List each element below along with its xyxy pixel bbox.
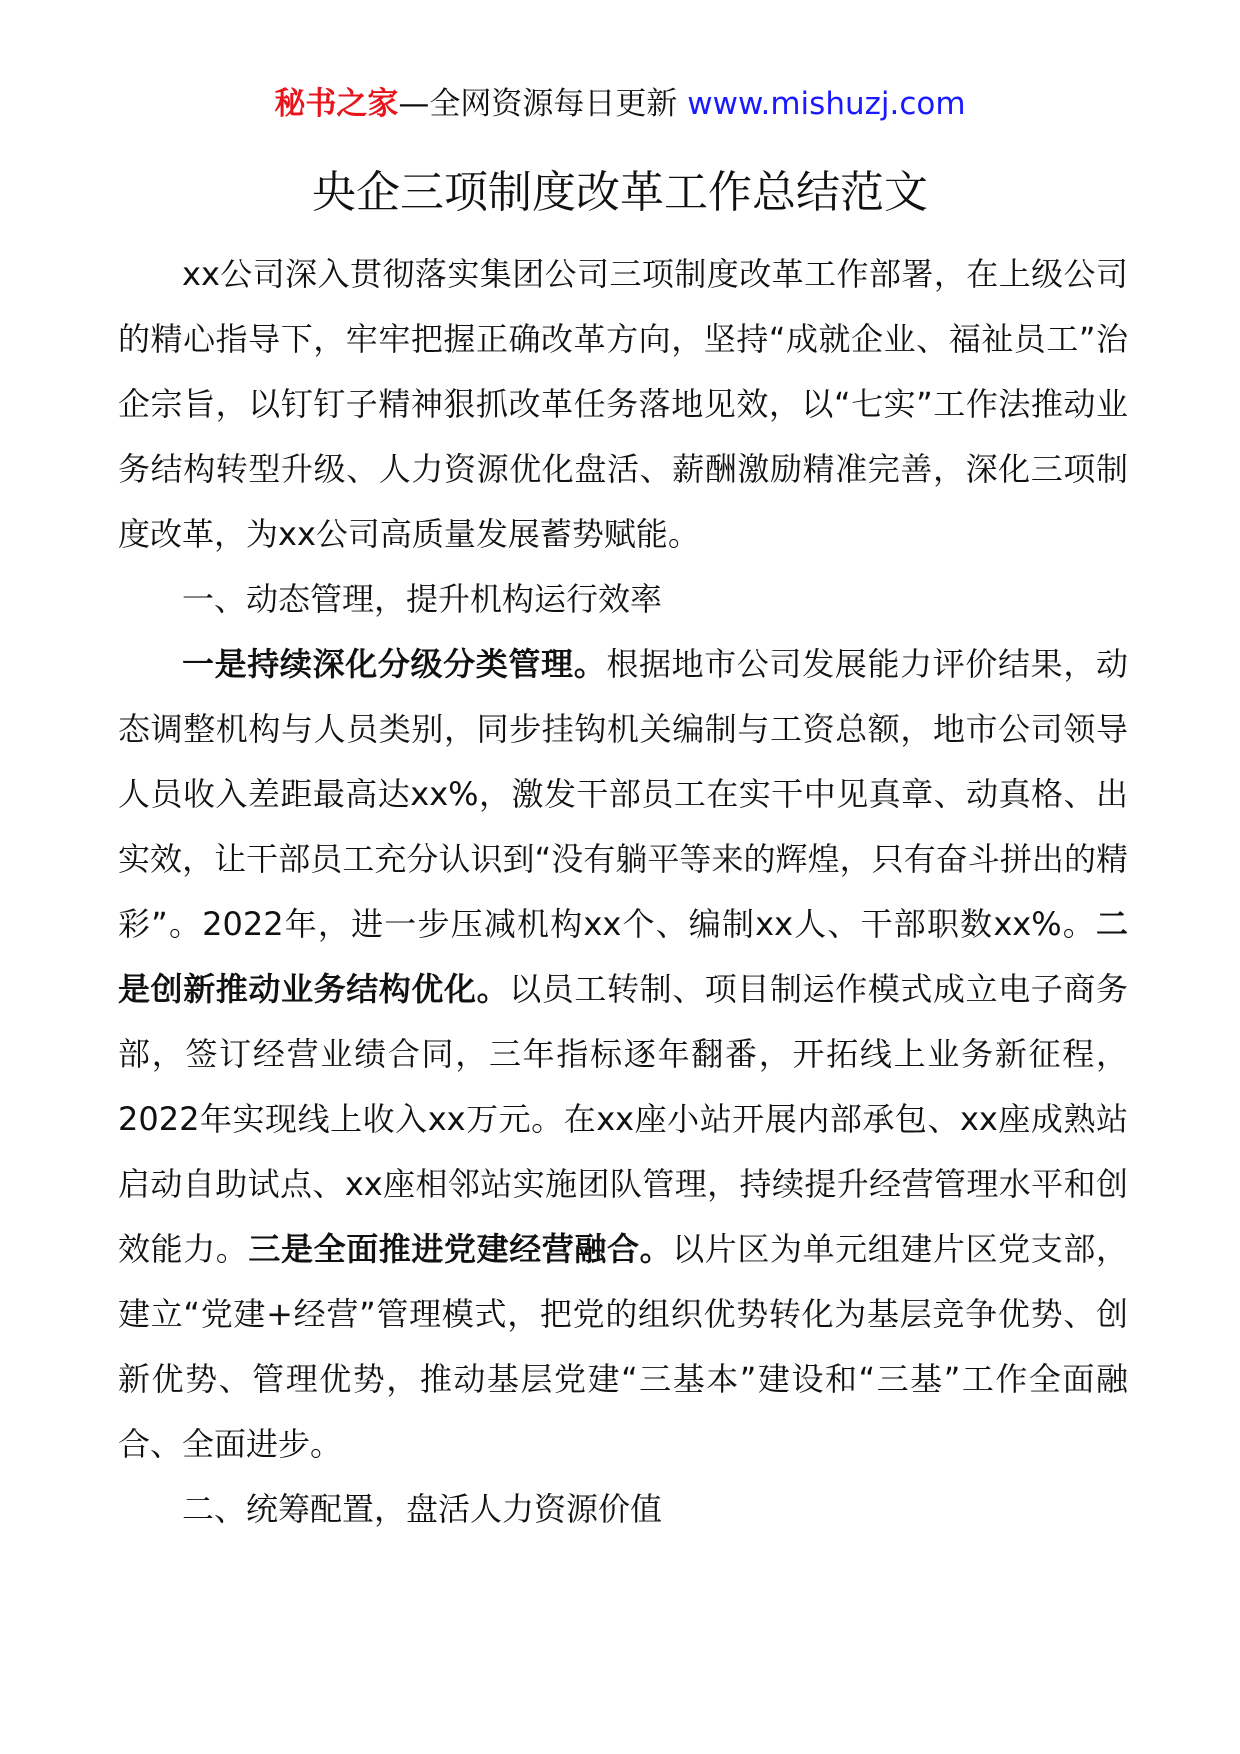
site-tagline: —全网资源每日更新 xyxy=(398,86,688,122)
site-url-link[interactable]: www.mishuzj.com xyxy=(687,86,966,122)
point-1-text: 根据地市公司发展能力评价结果，动态调整机构与人员类别，同步挂钩机关编制与工资总额，地市公司领导人员收入差距最高达xx%，激发干部员工在实干中见真章、动真格、出实效，让干部员工充分认识到“没有躺平等来的辉煌，只有奋斗拼出的精彩”。2022年，进一步压减机构xx个、编制xx人、干部职数xx%。 xyxy=(118,645,1128,943)
section-1-paragraph xyxy=(118,632,1128,1477)
point-3-text: 以片区为单元组建片区党支部，建立“党建+经营”管理模式，把党的组织优势转化为基层竞争优势、创新优势、管理优势，推动基层党建“三基本”建设和“三基”工作全面融合、全面进步。 xyxy=(118,1230,1128,1463)
intro-paragraph: xx公司深入贯彻落实集团公司三项制度改革工作部署，在上级公司的精心指导下，牢牢把握正确改革方向，坚持“成就企业、福祉员工”治企宗旨，以钉钉子精神狠抓改革任务落地见效，以“七实”工作法推动业务结构转型升级、人力资源优化盘活、薪酬激励精准完善，深化三项制度改革，为xx公司高质量发展蓄势赋能。 xyxy=(118,255,1128,553)
point-3-title: 三是全面推进党建经营融合。 xyxy=(248,1230,673,1268)
section-heading-2: 二、统筹配置，盘活人力资源价值 xyxy=(182,1490,663,1528)
point-2-text: 以员工转制、项目制运作模式成立电子商务部，签订经营业绩合同，三年指标逐年翻番，开拓线上业务新征程，2022年实现线上收入xx万元。在xx座小站开展内部承包、xx座成熟站启动自助试点、xx座相邻站实施团队管理，持续提升经营管理水平和创效能力。 xyxy=(118,970,1128,1268)
site-brand: 秘书之家 xyxy=(274,86,399,122)
point-1-title: 一是持续深化分级分类管理。 xyxy=(182,645,607,683)
site-header xyxy=(0,84,1240,124)
document-body xyxy=(118,242,1128,1542)
point-2-title: 二是创新推动业务结构优化。 xyxy=(118,905,1128,1008)
section-heading-1: 一、动态管理，提升机构运行效率 xyxy=(182,580,663,618)
document-title: 央企三项制度改革工作总结范文 xyxy=(312,167,928,218)
